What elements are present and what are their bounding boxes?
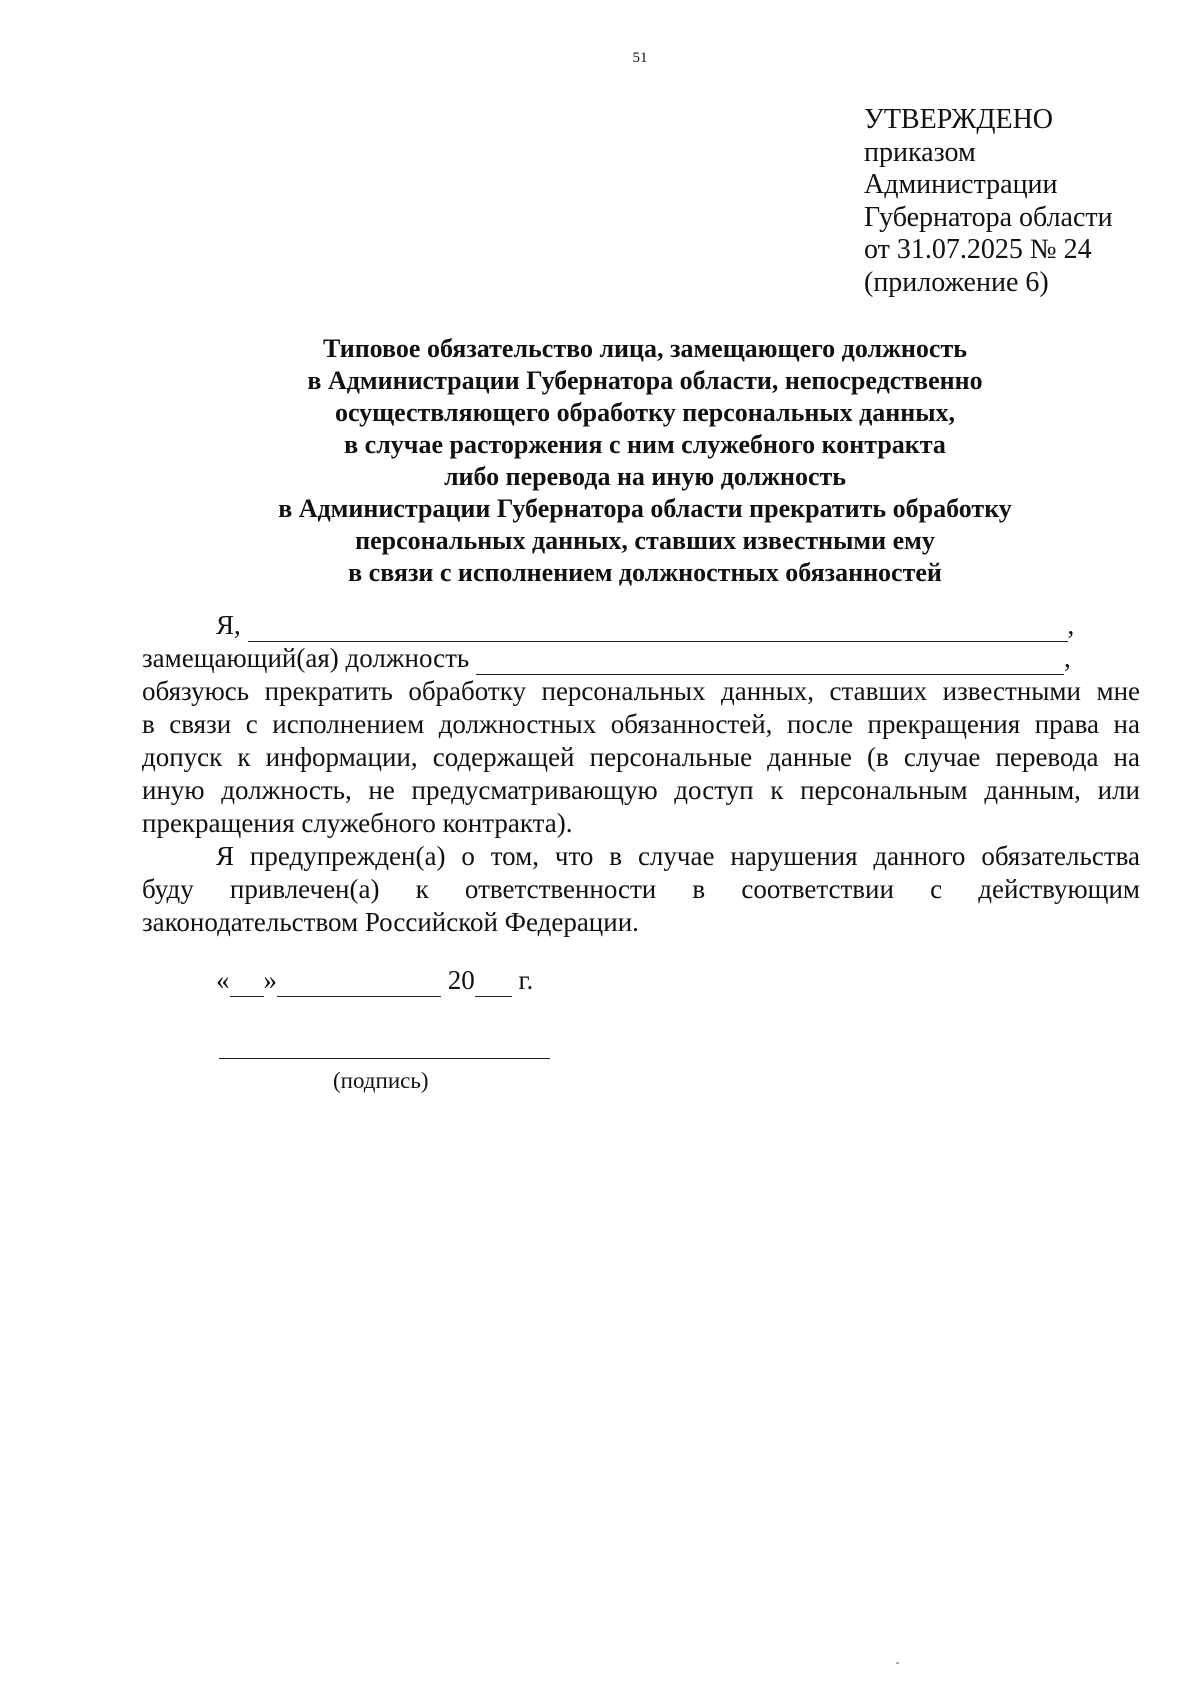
year-blank[interactable] bbox=[475, 965, 512, 997]
position-blank[interactable] bbox=[476, 643, 1064, 675]
body-line: в связи с исполнением должностных обязанностей, после прекращения права на bbox=[142, 709, 1140, 739]
day-blank[interactable] bbox=[230, 965, 264, 997]
title-line: в связи с исполнением должностных обязанностей bbox=[348, 558, 942, 587]
signature-line[interactable] bbox=[219, 1058, 550, 1059]
date-close-quote: » bbox=[263, 965, 277, 995]
title-line: персональных данных, ставших известными ему bbox=[355, 526, 935, 555]
body-line: прекращения служебного контракта). bbox=[142, 808, 573, 838]
name-blank[interactable] bbox=[248, 610, 1068, 642]
scan-speck bbox=[896, 1662, 899, 1664]
approval-line: от 31.07.2025 № 24 bbox=[864, 234, 1092, 265]
month-blank[interactable] bbox=[277, 965, 441, 997]
name-row bbox=[216, 610, 1074, 642]
body-line: буду привлечен(а) к ответственности в соответствии с действующим bbox=[142, 874, 1140, 904]
year-prefix: 20 bbox=[447, 965, 475, 995]
body-line: иную должность, не предусматривающую доступ к персональным данным, или bbox=[142, 775, 1140, 805]
approval-line: (приложение 6) bbox=[864, 266, 1049, 298]
title-line: в случае расторжения с ним служебного контракта bbox=[344, 430, 946, 459]
title-line: либо перевода на иную должность bbox=[443, 462, 847, 491]
title-line: в Администрации Губернатора области, непосредственно bbox=[307, 366, 983, 395]
body-line: Я предупрежден(а) о том, что в случае нарушения данного обязательства bbox=[216, 841, 1140, 871]
page-number: 51 bbox=[632, 50, 648, 66]
approval-line: Администрации bbox=[864, 169, 1058, 200]
document-title bbox=[150, 333, 1140, 589]
title-line: Типовое обязательство лица, замещающего должность bbox=[323, 334, 967, 363]
body-line: законодательством Российской Федерации. bbox=[142, 907, 639, 937]
position-label: замещающий(ая) должность bbox=[142, 643, 470, 673]
i-label: Я, bbox=[216, 610, 241, 640]
body-line: допуск к информации, содержащей персональные данные (в случае перевода на bbox=[142, 742, 1140, 772]
title-line: в Администрации Губернатора области прекратить обработку bbox=[278, 494, 1012, 523]
name-comma: , bbox=[1067, 610, 1075, 640]
body-line: обязуюсь прекратить обработку персональных данных, ставших известными мне bbox=[142, 676, 1140, 706]
year-suffix: г. bbox=[518, 965, 534, 995]
date-open-quote: « bbox=[216, 965, 230, 995]
approval-line: УТВЕРЖДЕНО bbox=[864, 104, 1054, 135]
approval-line: Губернатора области bbox=[864, 201, 1113, 233]
approval-line: приказом bbox=[864, 136, 976, 168]
date-row bbox=[216, 965, 533, 997]
approval-stamp bbox=[864, 104, 1113, 299]
title-line: осуществляющего обработку персональных данных, bbox=[334, 398, 956, 427]
position-comma: , bbox=[1063, 643, 1071, 673]
position-row bbox=[142, 643, 1071, 675]
signature-caption: (подпись) bbox=[333, 1068, 429, 1093]
